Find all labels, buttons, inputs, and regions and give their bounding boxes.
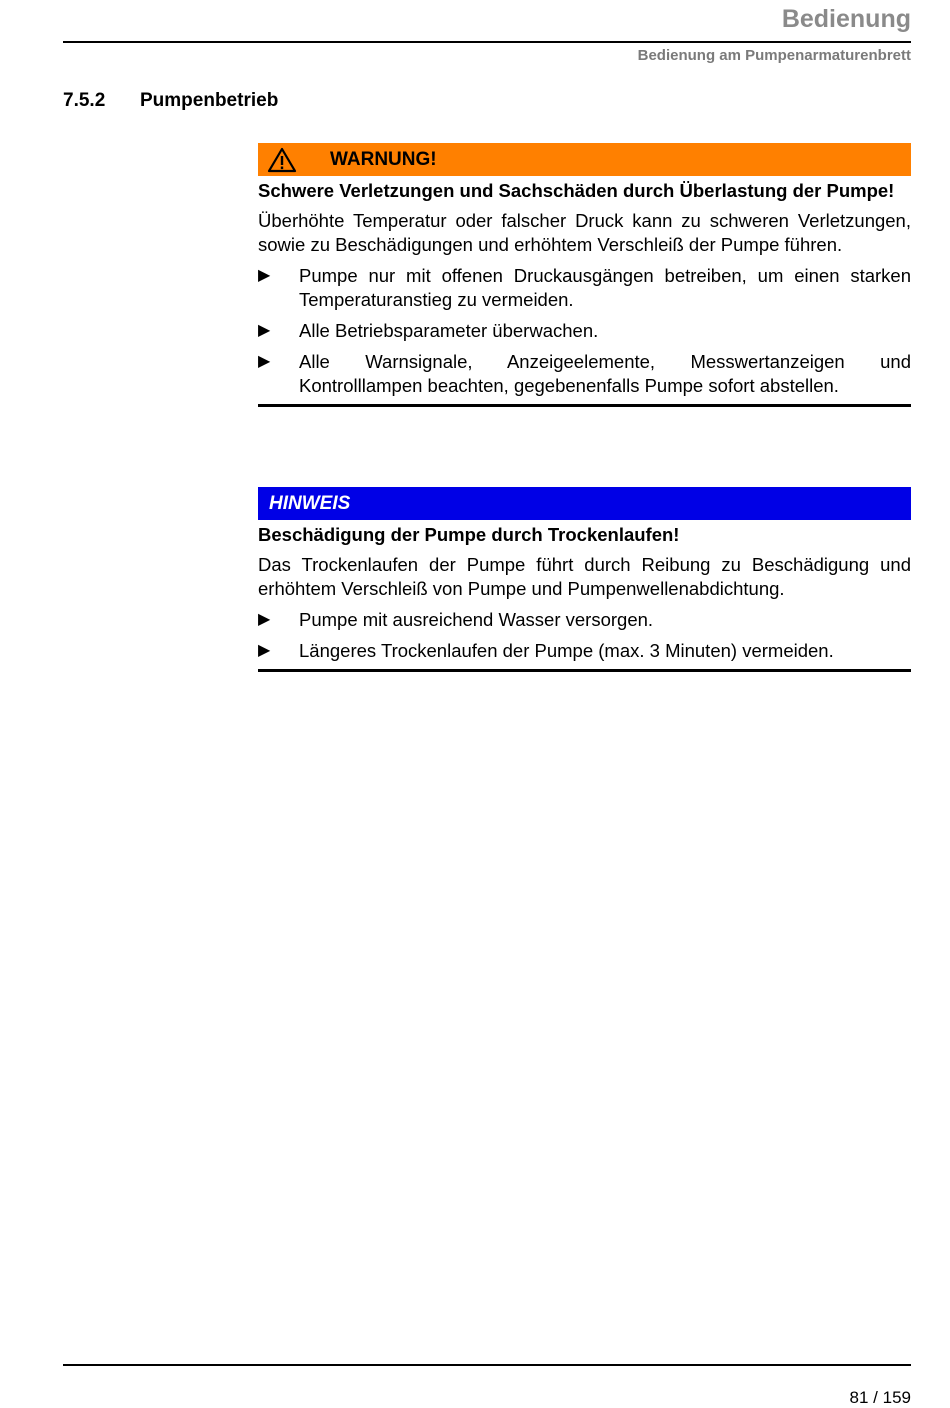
notice-title: Beschädigung der Pumpe durch Trockenlaufen! [258, 524, 680, 545]
bullet-triangle-icon: ▶ [258, 353, 271, 370]
section-title: Pumpenbetrieb [140, 90, 279, 111]
header-rule [63, 41, 911, 43]
notice-box [258, 487, 911, 672]
warning-bar [258, 143, 911, 176]
list-item [258, 639, 911, 663]
warning-triangle-icon [267, 147, 297, 173]
bullet-triangle-icon: ▶ [258, 267, 271, 284]
list-item [258, 319, 911, 343]
warning-title: Schwere Verletzungen und Sachschäden durch Überlastung der Pumpe! [258, 180, 895, 201]
bullet-triangle-icon: ▶ [258, 322, 271, 339]
list-item-text: Alle Betriebsparameter überwachen. [299, 320, 599, 341]
list-item-text: Längeres Trockenlaufen der Pumpe (max. 3 Minuten) vermeiden. [299, 640, 834, 661]
notice-text: Das Trockenlaufen der Pumpe führt durch Reibung zu Beschädigung und erhöhtem Verschleiß von Pumpe und Pumpenwellenabdichtung. [258, 554, 911, 599]
list-item [258, 608, 911, 632]
footer-rule [63, 1364, 911, 1366]
notice-label: HINWEIS [269, 492, 351, 514]
section-number: 7.5.2 [63, 90, 106, 111]
page-number: 81 / 159 [849, 1388, 911, 1407]
warning-text: Überhöhte Temperatur oder falscher Druck kann zu schweren Verletzungen, sowie zu Beschädigungen und erhöhtem Verschleiß der Pumpe führen. [258, 210, 911, 255]
warning-box [258, 143, 911, 407]
list-item-text: Pumpe nur mit offenen Druckausgängen betreiben, um einen starken Temperaturanstieg zu vermeiden. [299, 265, 911, 310]
warning-label: WARNUNG! [330, 148, 437, 170]
list-item [258, 264, 911, 312]
list-item-text: Alle Warnsignale, Anzeigeelemente, Messwertanzeigen und Kontrolllampen beachten, gegebenenfalls Pumpe sofort abstellen. [299, 351, 911, 396]
bullet-triangle-icon: ▶ [258, 611, 271, 628]
list-item-text: Pumpe mit ausreichend Wasser versorgen. [299, 609, 654, 630]
notice-end-rule [258, 669, 911, 672]
section-heading [63, 90, 278, 112]
notice-bar [258, 487, 911, 520]
header-subtitle: Bedienung am Pumpenarmaturenbrett [637, 47, 911, 64]
header-title: Bedienung [781, 5, 911, 33]
list-item [258, 350, 911, 398]
bullet-triangle-icon: ▶ [258, 642, 271, 659]
warning-end-rule [258, 404, 911, 407]
